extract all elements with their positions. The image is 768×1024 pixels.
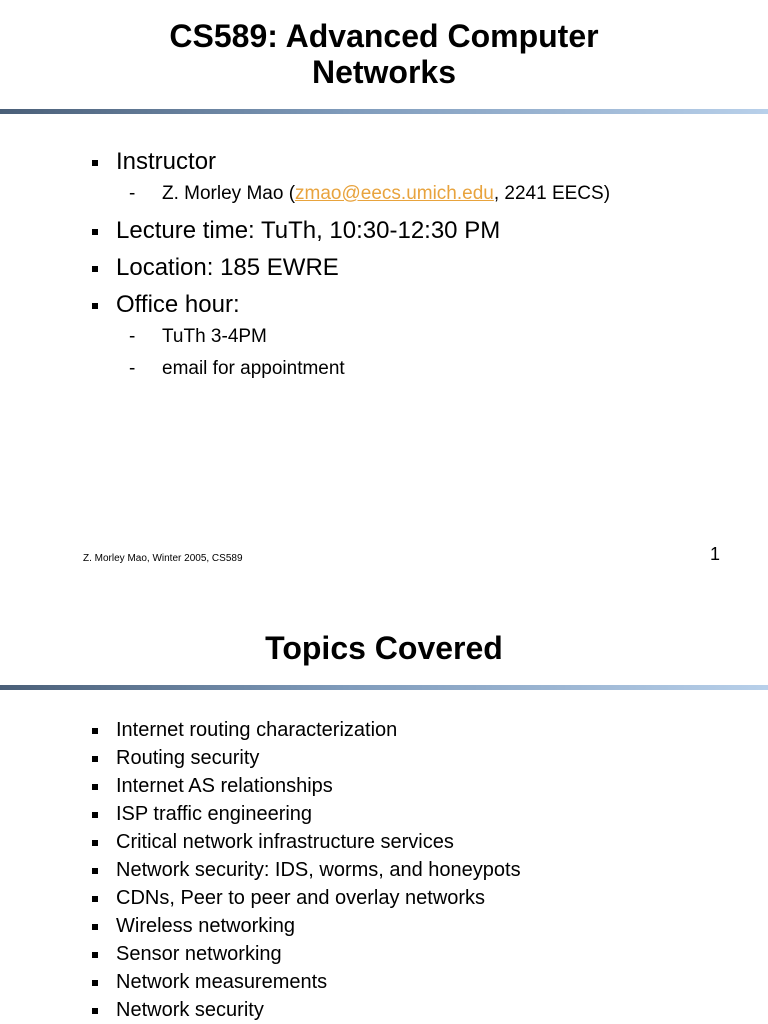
- instructor-office: , 2241 EECS): [493, 183, 611, 204]
- page-number: 1: [709, 544, 720, 564]
- office-hour-item: [129, 353, 610, 385]
- bullet-location: [91, 252, 610, 284]
- topic-item: [91, 716, 521, 744]
- square-bullet-icon: [92, 229, 98, 235]
- square-bullet-icon: [92, 160, 98, 166]
- topic-text: Network security: IDS, worms, and honeypots: [116, 859, 521, 881]
- topic-text: Internet routing characterization: [116, 719, 398, 741]
- topic-text: Network security: [116, 999, 264, 1021]
- topic-text: Wireless networking: [116, 915, 295, 937]
- office-hour-text: email for appointment: [162, 358, 345, 379]
- topic-item: [91, 744, 521, 772]
- topic-text: ISP traffic engineering: [116, 803, 313, 825]
- dash-bullet-icon: -: [129, 183, 136, 204]
- square-bullet-icon: [92, 728, 98, 734]
- slide-1-title-line-2: Networks: [311, 54, 457, 90]
- square-bullet-icon: [92, 868, 98, 874]
- square-bullet-icon: [92, 980, 98, 986]
- slide-1-title: [0, 18, 768, 90]
- topic-text: CDNs, Peer to peer and overlay networks: [116, 887, 486, 909]
- title-divider: [0, 685, 768, 690]
- square-bullet-icon: [92, 924, 98, 930]
- topic-text: Sensor networking: [116, 943, 282, 965]
- topic-item: [91, 772, 521, 800]
- instructor-detail-item: [129, 178, 610, 210]
- topic-item: [91, 996, 521, 1024]
- topic-text: Internet AS relationships: [116, 775, 333, 797]
- course-info-list: [91, 141, 610, 385]
- topic-text: Critical network infrastructure services: [116, 831, 454, 853]
- bullet-lecture-time: [91, 215, 610, 247]
- topics-list: [91, 716, 521, 1024]
- square-bullet-icon: [92, 812, 98, 818]
- topic-item: [91, 856, 521, 884]
- square-bullet-icon: [92, 756, 98, 762]
- topic-item: [91, 968, 521, 996]
- bullet-instructor: [91, 146, 610, 210]
- office-hour-details: [116, 321, 610, 385]
- square-bullet-icon: [92, 266, 98, 272]
- slide-2: [0, 600, 768, 1024]
- location-text: Location: 185 EWRE: [116, 254, 339, 281]
- office-hour-text: TuTh 3-4PM: [162, 326, 267, 347]
- square-bullet-icon: [92, 896, 98, 902]
- office-hour-item: [129, 321, 610, 353]
- slide-footer: Z. Morley Mao, Winter 2005, CS589: [83, 553, 243, 564]
- topic-item: [91, 828, 521, 856]
- bullet-office-hour: [91, 289, 610, 385]
- topic-item: [91, 884, 521, 912]
- topic-text: Network measurements: [116, 971, 328, 993]
- topic-item: [91, 940, 521, 968]
- topic-item: [91, 912, 521, 940]
- title-divider: [0, 109, 768, 114]
- square-bullet-icon: [92, 303, 98, 309]
- topic-text: Routing security: [116, 747, 260, 769]
- square-bullet-icon: [92, 784, 98, 790]
- topic-item: [91, 800, 521, 828]
- slide-2-title: Topics Covered: [265, 630, 503, 666]
- office-hour-label: Office hour:: [116, 291, 240, 318]
- instructor-label: Instructor: [116, 148, 217, 175]
- square-bullet-icon: [92, 840, 98, 846]
- square-bullet-icon: [92, 952, 98, 958]
- instructor-details: [116, 178, 610, 210]
- instructor-name: Z. Morley Mao (: [162, 183, 296, 204]
- dash-bullet-icon: -: [129, 326, 136, 347]
- lecture-time-text: Lecture time: TuTh, 10:30-12:30 PM: [116, 217, 501, 244]
- instructor-email-link[interactable]: zmao@eecs.umich.edu: [295, 183, 494, 204]
- dash-bullet-icon: -: [129, 358, 136, 379]
- slide-1-title-line-1: CS589: Advanced Computer: [169, 18, 599, 54]
- square-bullet-icon: [92, 1008, 98, 1014]
